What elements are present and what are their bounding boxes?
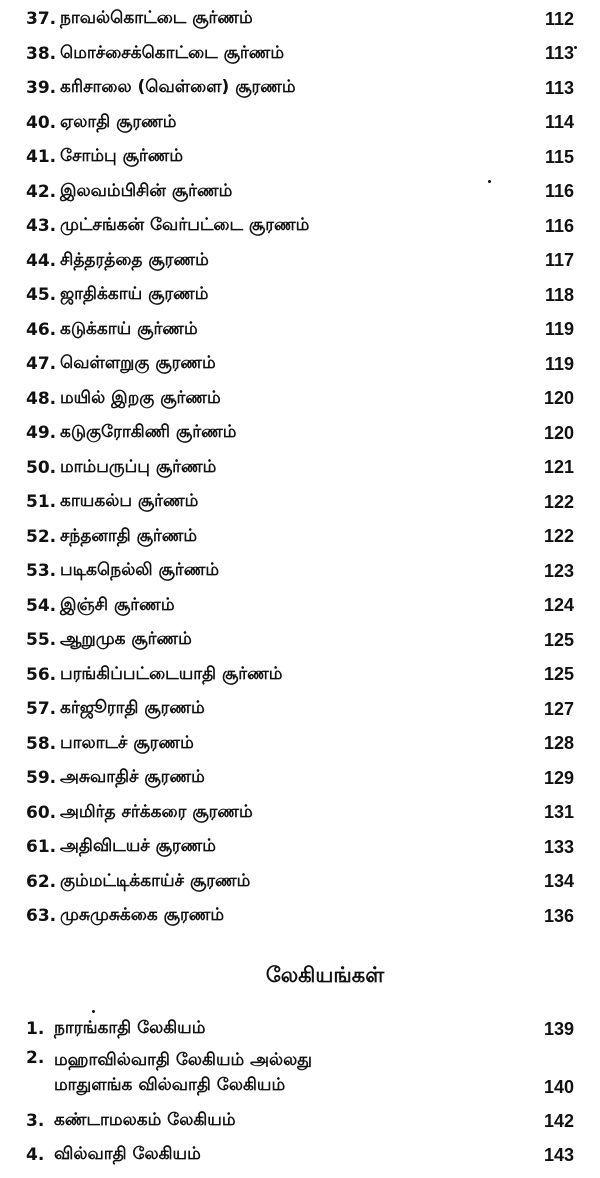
entry-page-number: 127 <box>543 698 574 719</box>
scan-speck <box>92 1010 95 1013</box>
entry-page-number: 133 <box>543 836 574 857</box>
entry-title: கடுக்காய் சூர்ணம் <box>60 318 198 339</box>
toc-entry <box>26 37 574 72</box>
lehiyam-toc-list <box>26 1012 574 1172</box>
entry-number: 39. <box>26 78 57 99</box>
entry-number: 50. <box>26 457 57 478</box>
toc-entry <box>26 278 574 313</box>
entry-page-number: 123 <box>543 560 574 581</box>
toc-entry <box>26 692 574 727</box>
toc-entry <box>26 830 574 865</box>
entry-title: கர்ஜூராதி சூரணம் <box>60 698 205 719</box>
lehiyam-entry <box>26 1104 574 1138</box>
entry-page-number: 121 <box>543 457 574 478</box>
entry-number: 58. <box>26 733 57 754</box>
entry-title: மொச்சைக்கொட்டை சூர்ணம் <box>60 42 285 63</box>
entry-title: காயகல்ப சூர்ணம் <box>60 491 199 512</box>
toc-entry <box>26 382 574 417</box>
toc-entry <box>26 796 574 831</box>
entry-number: 38. <box>26 43 57 64</box>
entry-number: 55. <box>26 630 57 651</box>
scan-speck <box>488 180 491 183</box>
entry-number: 54. <box>26 595 57 616</box>
entry-page-number: 131 <box>543 802 574 823</box>
entry-number: 4. <box>26 1145 45 1165</box>
toc-entry <box>26 347 574 382</box>
toc-entry <box>26 899 574 934</box>
entry-title: பரங்கிப்பட்டையாதி சூர்ணம் <box>60 663 283 684</box>
toc-entry <box>26 761 574 796</box>
entry-page-number: 136 <box>543 905 574 926</box>
toc-entry <box>26 520 574 555</box>
entry-number: 42. <box>26 181 57 202</box>
entry-page-number: 113 <box>544 43 574 64</box>
entry-page-number: 118 <box>544 284 574 305</box>
entry-number: 3. <box>26 1111 45 1131</box>
section-heading: லேகியங்கள் <box>265 963 385 987</box>
entry-title: இலவம்பிசின் சூர்ணம் <box>60 180 233 201</box>
entry-title-line: நாரங்காதி லேகியம் <box>54 1018 206 1038</box>
entry-page-number: 125 <box>543 629 574 650</box>
entry-number: 44. <box>26 250 57 271</box>
entry-page-number: 115 <box>544 146 574 167</box>
scan-speck <box>574 46 577 49</box>
entry-title: இஞ்சி சூர்ணம் <box>60 594 175 615</box>
entry-page-number: 129 <box>543 767 574 788</box>
entry-title: கரிசாலை (வெள்ளை) சூரணம் <box>60 77 296 98</box>
toc-entry <box>26 175 574 210</box>
entry-title-line: மஹாவில்வாதி லேகியம் அல்லது <box>54 1050 312 1070</box>
toc-entry <box>26 313 574 348</box>
entry-title: கும்மட்டிக்காய்ச் சூரணம் <box>60 870 251 891</box>
entry-page-number: 117 <box>544 250 574 271</box>
entry-number: 62. <box>26 871 57 892</box>
toc-entry <box>26 865 574 900</box>
entry-page-number: 143 <box>543 1144 574 1165</box>
entry-page-number: 112 <box>544 8 574 29</box>
entry-title: முசுமுசுக்கை சூரணம் <box>60 905 225 926</box>
entry-page-number: 122 <box>543 526 574 547</box>
entry-number: 59. <box>26 768 57 789</box>
toc-entry <box>26 485 574 520</box>
lehiyam-entry <box>26 1138 574 1172</box>
churnam-toc-list <box>26 2 574 934</box>
entry-number: 2. <box>26 1048 45 1068</box>
entry-title: சந்தனாதி சூர்ணம் <box>60 525 198 546</box>
entry-page-number: 116 <box>544 215 574 236</box>
lehiyam-entry <box>26 1046 574 1104</box>
entry-title: சித்தரத்தை சூரணம் <box>60 249 209 270</box>
entry-title: சோம்பு சூர்ணம் <box>60 146 184 167</box>
entry-title <box>50 1048 524 1098</box>
entry-title: வெள்ளறுகு சூரணம் <box>60 353 216 374</box>
entry-title <box>50 1144 524 1166</box>
entry-title: ஏலாதி சூரணம் <box>60 111 177 132</box>
entry-page-number: 125 <box>543 664 574 685</box>
entry-title <box>50 1110 524 1132</box>
entry-page-number: 128 <box>543 733 574 754</box>
entry-title: கடுகுரோகிணி சூர்ணம் <box>60 422 237 443</box>
toc-entry <box>26 727 574 762</box>
entry-page-number: 134 <box>543 871 574 892</box>
entry-page-number: 113 <box>544 77 574 98</box>
toc-entry <box>26 209 574 244</box>
entry-number: 43. <box>26 216 57 237</box>
entry-title-line: கண்டாமலகம் லேகியம் <box>54 1110 236 1130</box>
entry-title: அசுவாதிச் சூரணம் <box>60 767 205 788</box>
toc-entry <box>26 140 574 175</box>
toc-entry <box>26 554 574 589</box>
entry-page-number: 122 <box>543 491 574 512</box>
entry-number: 37. <box>26 9 57 30</box>
entry-number: 63. <box>26 906 57 927</box>
toc-entry <box>26 589 574 624</box>
entry-number: 57. <box>26 699 57 720</box>
entry-number: 41. <box>26 147 57 168</box>
entry-number: 53. <box>26 561 57 582</box>
toc-entry <box>26 451 574 486</box>
entry-title: ஜாதிக்காய் சூரணம் <box>60 284 209 305</box>
entry-page-number: 116 <box>544 181 574 202</box>
entry-page-number: 120 <box>543 422 574 443</box>
entry-number: 40. <box>26 112 57 133</box>
entry-page-number: 120 <box>543 388 574 409</box>
toc-entry <box>26 658 574 693</box>
entry-number: 56. <box>26 664 57 685</box>
entry-number: 49. <box>26 423 57 444</box>
toc-entry <box>26 2 574 37</box>
lehiyam-entry <box>26 1012 574 1046</box>
entry-number: 1. <box>26 1019 45 1039</box>
entry-title: படிகநெல்லி சூர்ணம் <box>60 560 220 581</box>
entry-title: அமிர்த சர்க்கரை சூரணம் <box>60 801 253 822</box>
entry-title: மாம்பருப்பு சூர்ணம் <box>60 456 217 477</box>
toc-entry <box>26 244 574 279</box>
entry-title: முட்சங்கன் வேர்பட்டை சூரணம் <box>60 215 310 236</box>
entry-title-line: வில்வாதி லேகியம் <box>54 1144 201 1164</box>
entry-page-number: 139 <box>543 1018 574 1039</box>
entry-title-line: மாதுளங்க வில்வாதி லேகியம் <box>54 1075 286 1095</box>
entry-title: பாலாடச் சூரணம் <box>60 732 194 753</box>
toc-entry <box>26 623 574 658</box>
entry-number: 47. <box>26 354 57 375</box>
toc-entry <box>26 71 574 106</box>
entry-page-number: 114 <box>544 112 574 133</box>
entry-title: ஆறுமுக சூர்ணம் <box>60 629 192 650</box>
entry-number: 45. <box>26 285 57 306</box>
entry-number: 48. <box>26 388 57 409</box>
entry-page-number: 140 <box>543 1077 574 1097</box>
entry-page-number: 124 <box>543 595 574 616</box>
entry-number: 61. <box>26 837 57 858</box>
entry-number: 52. <box>26 526 57 547</box>
entry-page-number: 119 <box>544 319 574 340</box>
entry-title: அதிவிடயச் சூரணம் <box>60 836 216 857</box>
entry-number: 46. <box>26 319 57 340</box>
entry-title: நாவல்கொட்டை சூர்ணம் <box>60 8 253 29</box>
entry-number: 51. <box>26 492 57 513</box>
toc-entry <box>26 416 574 451</box>
entry-title <box>50 1018 524 1040</box>
toc-entry <box>26 106 574 141</box>
entry-page-number: 119 <box>544 353 574 374</box>
entry-title: மயில் இறகு சூர்ணம் <box>60 387 221 408</box>
entry-page-number: 142 <box>543 1110 574 1131</box>
entry-number: 60. <box>26 802 57 823</box>
